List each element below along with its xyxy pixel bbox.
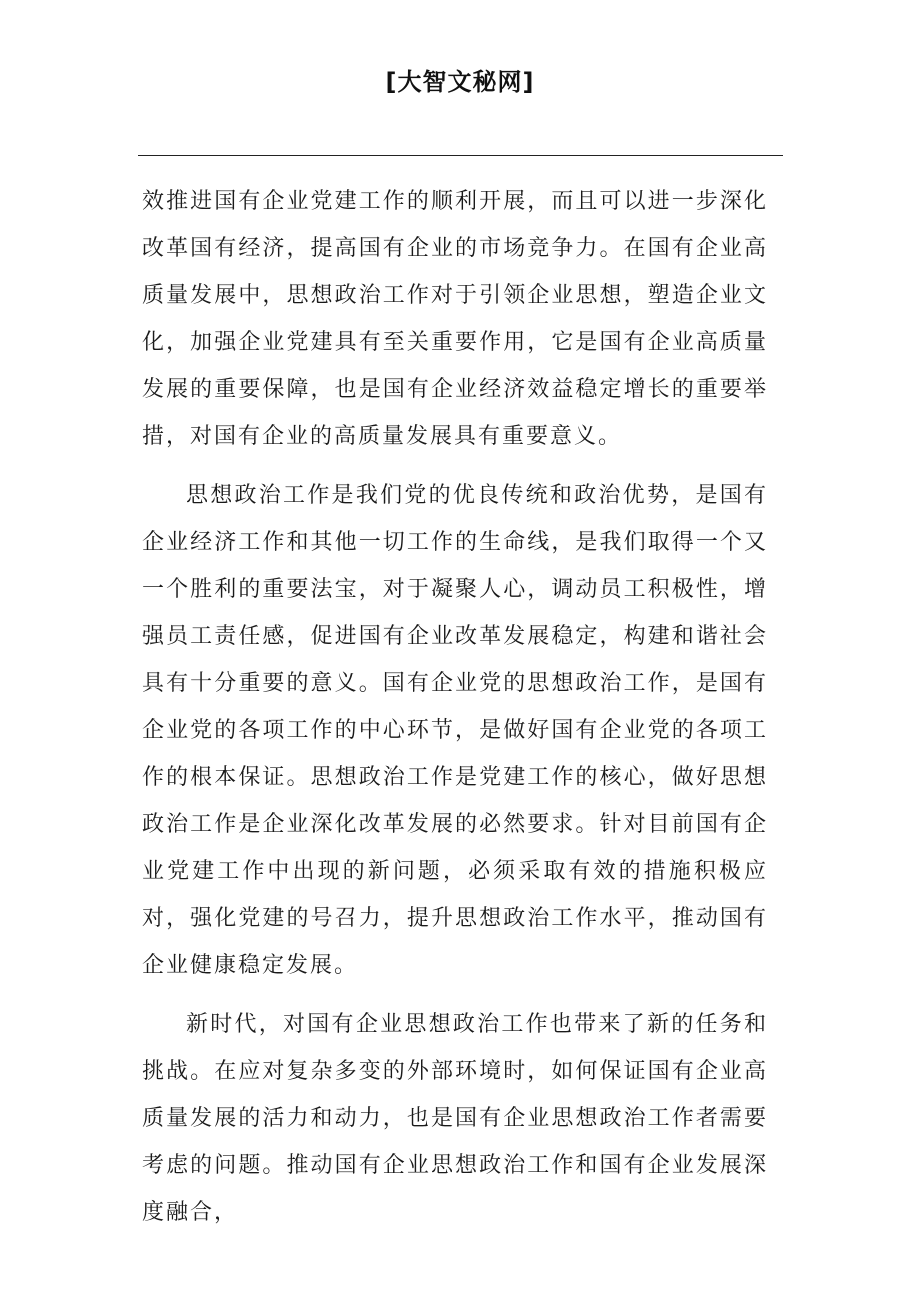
- document-body: [142, 178, 768, 1248]
- paragraph-3: 新时代，对国有企业思想政治工作也带来了新的任务和挑战。在应对复杂多变的外部环境时，如何保证国有企业高质量发展的活力和动力，也是国有企业思想政治工作者需要考虑的问题。推动国有企业思想政治工作和国有企业发展深度融合，: [142, 1012, 768, 1225]
- page-header-title: [大智文秘网]: [385, 68, 535, 96]
- header-divider: [138, 155, 783, 156]
- paragraph-1: 效推进国有企业党建工作的顺利开展，而且可以进一步深化改革国有经济，提高国有企业的市场竞争力。在国有企业高质量发展中，思想政治工作对于引领企业思想，塑造企业文化，加强企业党建具有至关重要作用，它是国有企业高质量发展的重要保障，也是国有企业经济效益稳定增长的重要举措，对国有企业的高质量发展具有重要意义。: [142, 189, 768, 449]
- paragraph-2: 思想政治工作是我们党的优良传统和政治优势，是国有企业经济工作和其他一切工作的生命线，是我们取得一个又一个胜利的重要法宝，对于凝聚人心，调动员工积极性，增强员工责任感，促进国有企业改革发展稳定，构建和谐社会具有十分重要的意义。国有企业党的思想政治工作，是国有企业党的各项工作的中心环节，是做好国有企业党的各项工作的根本保证。思想政治工作是党建工作的核心，做好思想政治工作是企业深化改革发展的必然要求。针对目前国有企业党建工作中出现的新问题，必须采取有效的措施积极应对，强化党建的号召力，提升思想政治工作水平，推动国有企业健康稳定发展。: [142, 483, 768, 978]
